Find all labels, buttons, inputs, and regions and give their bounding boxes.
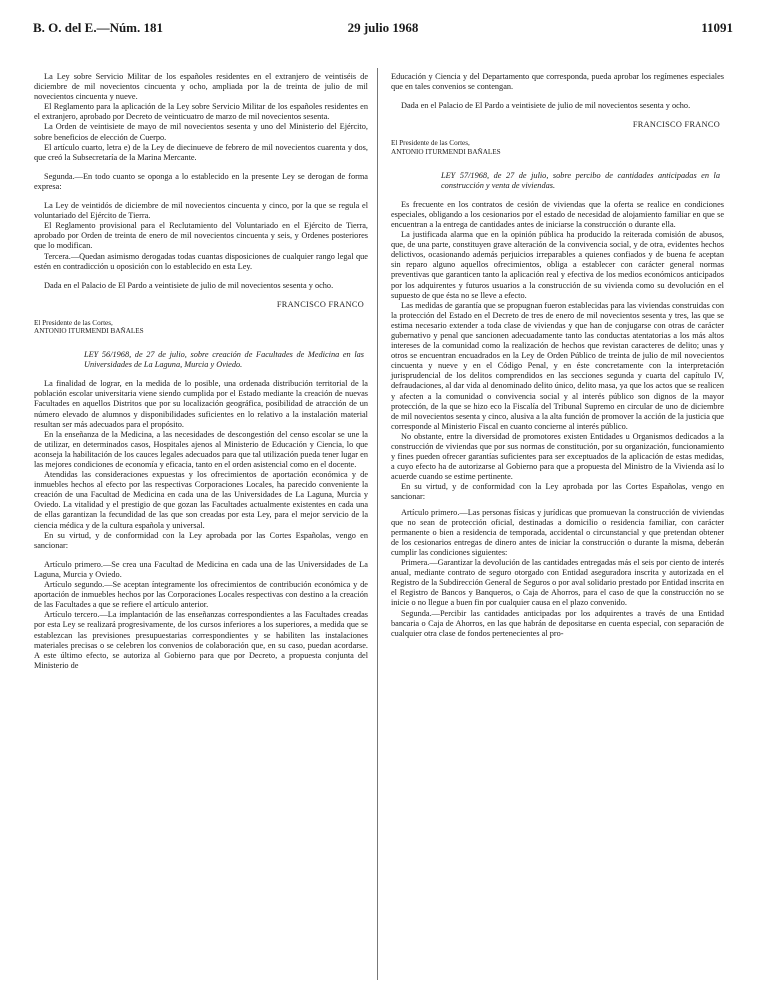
page-number: 11091 bbox=[701, 20, 733, 35]
paragraph: Las medidas de garantía que se propugnan fueron establecidas para las viviendas construidas con la protección del Estado en el Decreto de tres de enero de mil novecientos sesenta y tres, las que se estima necesario extender a toda clase de viviendas y que han de conjugarse con otras de carácter gubernativo y penal que sancionen adecuadamente tanto las conductas atentatorias a los más altos intereses de la comunidad como la realización de hechos que revistan caracteres de delito; unas y otros se encuentran encuadrados en la Ley de Orden Público de treinta de julio de mil novecientos cincuenta y nueve y en el Código Penal, y en éste concretamente con la interpretación jurisprudencial de los delitos comprendidos en las secciones segunda y cuarta del capítulo IV, defraudaciones, al dar vida al denominado delito único, delito masa, ya que los actos que se realicen y afecten a la comunidad o convivencia social y al interés público son dignos de la mayor protección, de la que se hizo eco la Fiscalía del Tribunal Supremo en circular de uno de diciembre de mil novecientos sesenta y cinco, alusiva a la alta función de promover la acción de la justicia que corresponde al Ministerio Fiscal en cuanto concierne al interés público. bbox=[391, 300, 724, 431]
paragraph: Educación y Ciencia y del Departamento que corresponda, pueda aprobar los regímenes especiales que en tales convenios se contengan. bbox=[391, 72, 724, 92]
article: Segunda.—Percibir las cantidades anticipadas por los adquirentes a través de una Entidad bancaria o Caja de Ahorros, en las que habrán de depositarse en cuenta especial, con separación de cualquier otra clase de fondos pertenecientes al pro- bbox=[391, 608, 724, 638]
paragraph: En la enseñanza de la Medicina, a las necesidades de descongestión del censo escolar se une la de utilizar, en determinados casos, Hospitales ajenos al Ministerio de Educación y Ciencia, lo que aconseja la habilitación de los cauces legales adecuados para que tal utilización pueda tener lugar en las mejores condiciones de economía y eficacia, tanto en el orden asistencial como en el docente. bbox=[34, 429, 368, 469]
article: Artículo tercero.—La implantación de las enseñanzas correspondientes a las Facultades creadas por esta Ley se realizará progresivamente, de los cursos inferiores a los superiores, a medida que se establezcan las previsiones presupuestarias correspondientes y se habiliten las instalaciones materiales precisas o se celebren los convenios de colaboración que, en su caso, puedan acordarse. A este último efecto, se autoriza al Gobierno para que por Decreto, a propuesta conjunta del Ministerio de bbox=[34, 610, 368, 670]
article: Primera.—Garantizar la devolución de las cantidades entregadas más el seis por ciento de interés anual, mediante contrato de seguro otorgado con Entidad aseguradora inscrita y autorizada en el Registro de la Subdirección General de Seguros o por aval solidario prestado por Entidad inscrita en el Registro de Bancos y Banqueros, o Caja de Ahorros, para el caso de que la construcción no se inicie o no llegue a buen fin por cualquier causa en el plazo convenido. bbox=[391, 558, 724, 608]
president-name: ANTONIO ITURMENDI BAÑALES bbox=[391, 147, 501, 156]
closing-date: Dada en el Palacio de El Pardo a veintisiete de julio de mil novecientos sesenta y ocho. bbox=[401, 101, 691, 111]
right-column bbox=[391, 72, 724, 639]
article: Artículo primero.—Se crea una Facultad de Medicina en cada una de las Universidades de La Laguna, Murcia y Oviedo. bbox=[34, 559, 368, 579]
paragraph: En su virtud, y de conformidad con la Ley aprobada por las Cortes Españolas, vengo en sancionar: bbox=[391, 482, 724, 502]
paragraph: La justificada alarma que en la opinión pública ha producido la reiterada comisión de abusos, que, de una parte, constituyen grave alteración de la convivencia social, y de otra, evidentes hechos delictivos, ocasionando además perjuicios irreparables a quienes confiados y de buena fe aceptan sin reparo alguno aquellos ofrecimientos, obliga a establecer con carácter general normas preventivas que garanticen tanto la aplicación real y efectiva de los medios económicos anticipados por los adquirentes y futuros usuarios a la construcción de su vivienda como su devolución en el supuesto de que ésta no se lleve a efecto. bbox=[391, 230, 724, 300]
paragraph: La Orden de veintisiete de mayo de mil novecientos sesenta y uno del Ministerio del Ejército, sobre beneficios de elección de Cuerpo. bbox=[34, 122, 368, 142]
page-header bbox=[33, 20, 733, 40]
paragraph: Segunda.—En todo cuanto se oponga a lo establecido en la presente Ley se derogan de forma expresa: bbox=[34, 171, 368, 191]
paragraph: No obstante, entre la diversidad de promotores existen Entidades u Organismos dedicados a la construcción de viviendas que por sus normas de constitución, por su organización, funcionamiento y fines pueden ofrecer garantías suficientes para ser exceptuados de la aplicación de estas medidas, a cuyo efecto ha de autorizarse al Gobierno para que a propuesta del Ministro de la Vivienda así lo acuerde cuando se estime pertinente. bbox=[391, 431, 724, 482]
paragraph: Tercera.—Quedan asimismo derogadas todas cuantas disposiciones de cualquier rango legal que estén en contradicción u oposición con lo establecido en esta Ley. bbox=[34, 251, 368, 271]
paragraph: El Reglamento provisional para el Reclutamiento del Voluntariado en el Ejército de Tierra, aprobado por Orden de treinta de enero de mil novecientos cincuenta y seis, y Ordenes posteriores que lo modifican. bbox=[34, 221, 368, 251]
paragraph: El Reglamento para la aplicación de la Ley sobre Servicio Militar de los españoles residentes en el extranjero, aprobado por Decreto de veinticuatro de marzo de mil novecientos sesenta. bbox=[34, 102, 368, 122]
paragraph: El artículo cuarto, letra e) de la Ley de diecinueve de febrero de mil novecientos cuarenta y dos, que creó la Subsecretaría de la Marina Mercante. bbox=[34, 142, 368, 162]
article: Artículo segundo.—Se aceptan íntegramente los ofrecimientos de contribución económica y de aportación de inmuebles hechos por las Corporaciones Locales respectivas con destino a la creación de las Facultades a que se refiere el artículo anterior. bbox=[34, 580, 368, 610]
law-title: LEY 56/1968, de 27 de julio, sobre creación de Facultades de Medicina en las Universidades de La Laguna, Murcia y Oviedo. bbox=[84, 350, 364, 370]
signer-name: FRANCISCO FRANCO bbox=[276, 299, 364, 309]
president-name: ANTONIO ITURMENDI BAÑALES bbox=[34, 327, 144, 336]
bulletin-issue: B. O. del E.—Núm. 181 bbox=[33, 20, 164, 35]
paragraph: La finalidad de lograr, en la medida de lo posible, una ordenada distribución territorial de la población escolar universitaria viene siendo cumplida por el Estado mediante la creación de nuevas Facultades en aquellos Distritos que por su localización geográfica, posibilidad de atracción de un número elevado de alumnos y disponibilidades suficientes en lo relativo a la instalación material resultan ser más adecuados para el propósito. bbox=[34, 379, 368, 429]
paragraph: La Ley sobre Servicio Militar de los españoles residentes en el extranjero de veintiséis de diciembre de mil novecientos cincuenta y ocho, ampliada por la de treinta de julio de mil novecientos cincuenta y nueve. bbox=[34, 72, 368, 102]
paragraph: Es frecuente en los contratos de cesión de viviendas que la oferta se realice en condiciones especiales, obligando a los cesionarios por el estado de necesidad de alojamiento familiar en que se encuentran a la entrega de cantidades antes de iniciarse la construcción o durante ella. bbox=[391, 199, 724, 229]
law-title: LEY 57/1968, de 27 de julio, sobre percibo de cantidades anticipadas en la construcción y venta de viviendas. bbox=[441, 170, 720, 190]
paragraph: Atendidas las consideraciones expuestas y los ofrecimientos de aportación económica y de inmuebles hechos al efecto por las respectivas Corporaciones Locales, ha parecido conveniente la creación de una Facultad de Medicina en cada una de las Universidades de La Laguna, Murcia y Oviedo. La vitalidad y el prestigio de que gozan las Facultades actualmente existentes en cada una de ellas garantizan la fecundidad de las que son creadas por esta Ley, para el mejor servicio de la ciencia médica y de la cultura española y universal. bbox=[34, 470, 368, 530]
column-divider bbox=[377, 68, 378, 980]
closing-date: Dada en el Palacio de El Pardo a veintisiete de julio de mil novecientos sesenta y ocho. bbox=[44, 280, 334, 290]
paragraph: En su virtud, y de conformidad con la Ley aprobada por las Cortes Españolas, vengo en sancionar: bbox=[34, 530, 368, 550]
bulletin-date: 29 julio 1968 bbox=[347, 20, 419, 35]
signer-name: FRANCISCO FRANCO bbox=[632, 120, 720, 130]
article: Artículo primero.—Las personas físicas y jurídicas que promuevan la construcción de viviendas que no sean de protección oficial, destinadas a domicilio o residencia familiar, con carácter permanente o bien a residencia de temporada, accidental o circunstancial y que pretendan obtener de los cesionarios entregas de dinero antes de iniciar la construcción o durante la misma, deberán cumplir las condiciones siguientes: bbox=[391, 507, 724, 557]
left-column bbox=[34, 72, 368, 671]
president-title: El Presidente de las Cortes, bbox=[34, 318, 113, 327]
paragraph: La Ley de veintidós de diciembre de mil novecientos cincuenta y cinco, por la que se regula el voluntariado del Ejército de Tierra. bbox=[34, 201, 368, 221]
president-title: El Presidente de las Cortes, bbox=[391, 139, 470, 148]
